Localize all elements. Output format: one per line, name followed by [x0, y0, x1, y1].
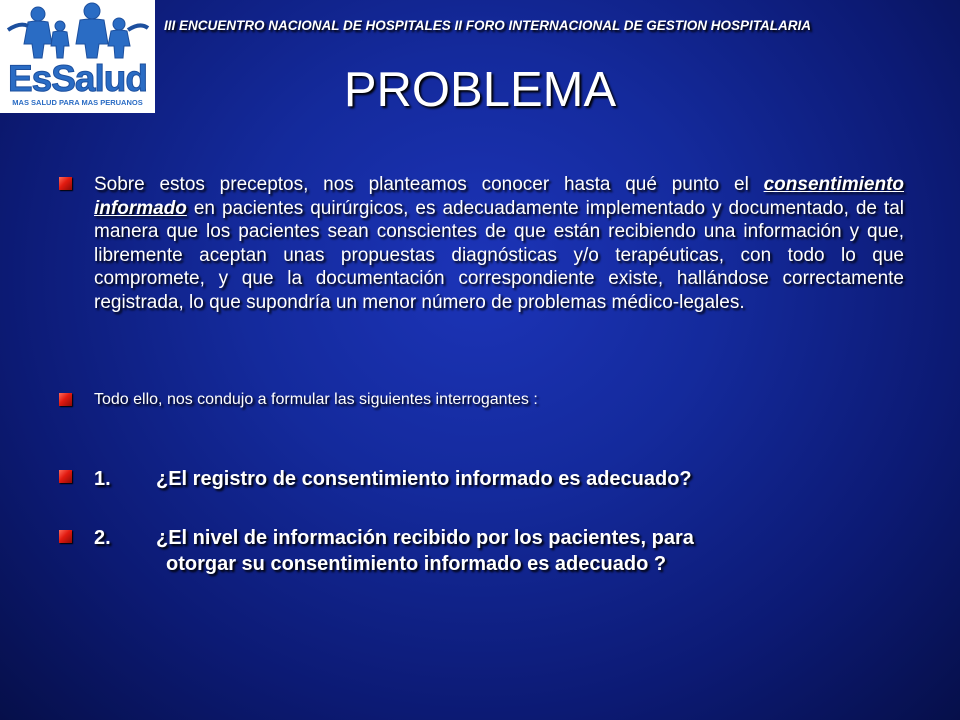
question-number: 1. — [94, 468, 111, 490]
emphasized-term: consentimiento informado — [94, 174, 904, 219]
logo-brand-text: EsSalud — [8, 58, 147, 99]
paragraph-text-end: en pacientes quirúrgicos, es adecuadamente implementado y documentado, de tal manera que los pacientes sean conscientes de que están recibiendo una información y que, libremente aceptan unas propuestas diagnósticas y/o terapéuticas, con todo lo que compromete, y que la documentación correspondiente existe, hallándose correctamente registrada, lo que supondría un menor número de problemas médico-legales. — [94, 197, 904, 313]
essalud-logo — [0, 0, 155, 113]
bullet-icon — [59, 470, 72, 483]
conference-title: III ENCUENTRO NACIONAL DE HOSPITALES II FORO INTERNACIONAL DE GESTION HOSPITALARIA — [163, 18, 812, 33]
question-text: ¿El nivel de información recibido por los pacientes, para — [156, 527, 694, 549]
bullet-icon — [59, 393, 72, 406]
slide-title: PROBLEMA — [343, 63, 617, 117]
question-2 — [94, 525, 914, 577]
problem-paragraph — [94, 173, 904, 314]
question-1 — [94, 466, 914, 492]
question-text: ¿El registro de consentimiento informado es adecuado? — [156, 468, 692, 490]
bullet-icon — [59, 177, 72, 190]
question-text-continued: otorgar su consentimiento informado es adecuado ? — [166, 553, 667, 575]
question-number: 2. — [94, 527, 111, 549]
bullet-icon — [59, 530, 72, 543]
family-figures-icon — [0, 0, 155, 62]
logo-tagline: MAS SALUD PARA MAS PERUANOS — [12, 98, 143, 107]
intro-questions-paragraph: Todo ello, nos condujo a formular las siguientes interrogantes : — [94, 391, 538, 408]
paragraph-text-start: Sobre estos preceptos, nos planteamos conocer hasta qué punto el — [94, 174, 764, 195]
